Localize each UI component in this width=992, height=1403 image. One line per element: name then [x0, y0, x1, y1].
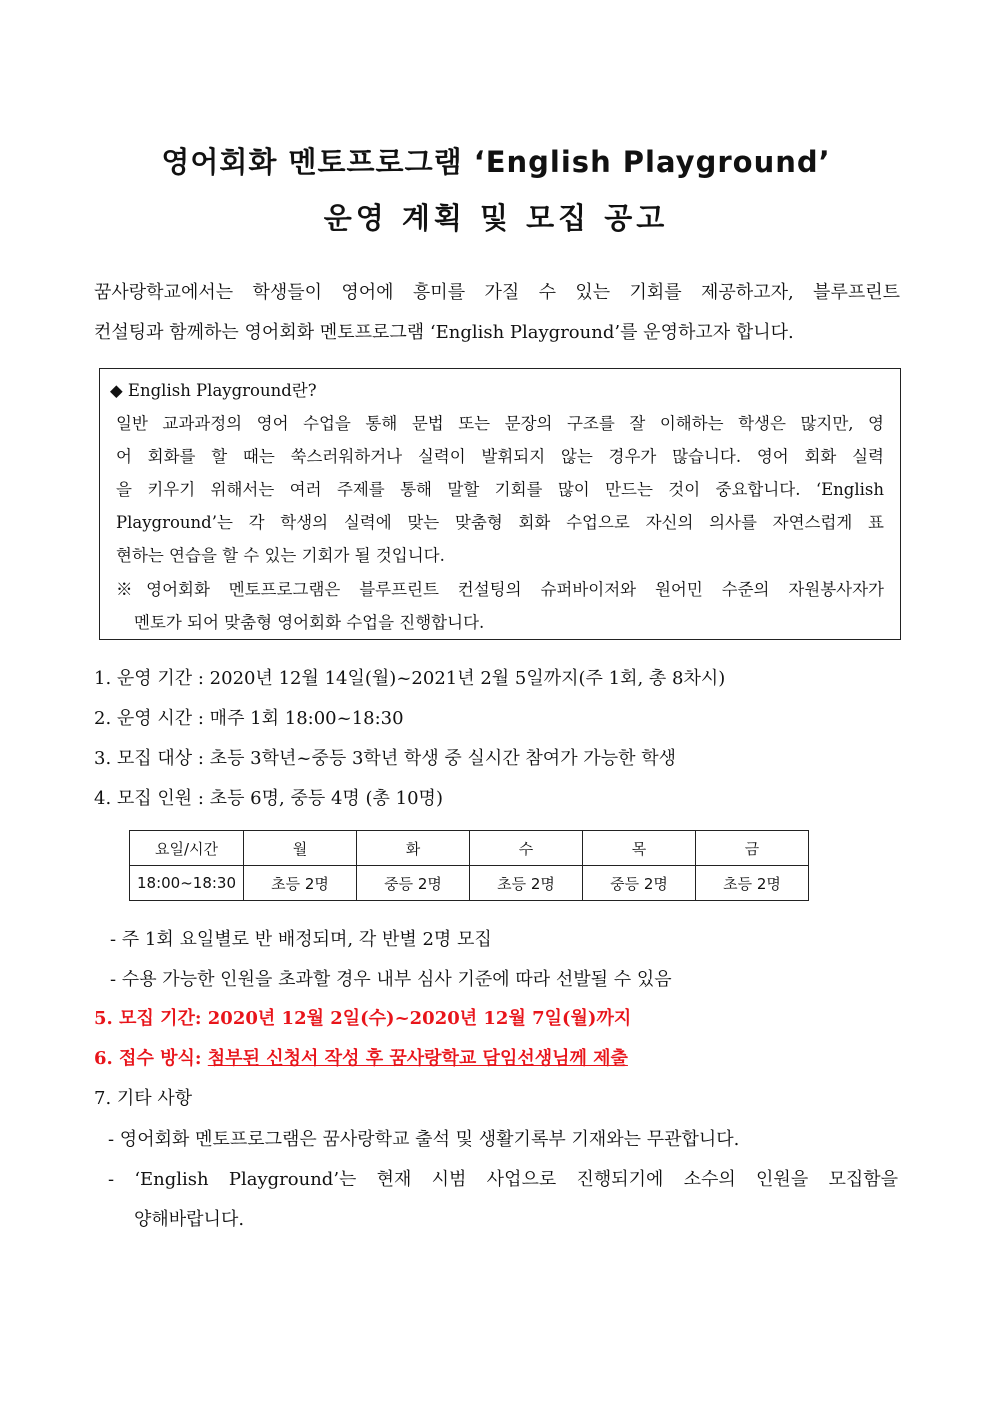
- item-target: 3. 모집 대상 : 초등 3학년~중등 3학년 학생 중 실시간 참여가 가능한 학생: [94, 748, 676, 769]
- intro-paragraph: [94, 273, 900, 353]
- etc-note-2-line2: 양해바랍니다.: [134, 1209, 245, 1230]
- table-cell: 월: [244, 831, 357, 866]
- item-count: 4. 모집 인원 : 초등 6명, 중등 4명 (총 10명): [94, 788, 443, 809]
- table-cell: 요일/시간: [130, 831, 244, 866]
- item-etc: 7. 기타 사항: [94, 1088, 193, 1109]
- table-cell: 목: [583, 831, 696, 866]
- info-box-heading: ◆ English Playground란?: [110, 381, 317, 400]
- info-box-line: 일반 교과과정의 영어 수업을 통해 문법 또는 문장의 구조를 잘 이해하는 학생은 많지만, 영: [116, 414, 884, 433]
- table-cell: 수: [470, 831, 583, 866]
- info-box-body: [116, 407, 884, 572]
- item-time: 2. 운영 시간 : 매주 1회 18:00~18:30: [94, 708, 404, 729]
- table-cell: 18:00~18:30: [130, 866, 244, 901]
- info-box-note-line2: 멘토가 되어 맞춤형 영어회화 수업을 진행합니다.: [134, 613, 485, 632]
- schedule-header-row: [130, 831, 809, 866]
- etc-note-2-line1: - ‘English Playground’는 현재 시범 사업으로 진행되기에 소수의 인원을 모집함을: [108, 1169, 898, 1190]
- etc-note-1: - 영어회화 멘토프로그램은 꿈사랑학교 출석 및 생활기록부 기재와는 무관합니다.: [108, 1129, 740, 1150]
- table-cell: 금: [696, 831, 809, 866]
- info-box-line: Playground’는 각 학생의 실력에 맞는 맞춤형 회화 수업으로 자신의 의사를 자연스럽게 표: [116, 513, 884, 532]
- item-method-label: 6. 접수 방식:: [94, 1048, 208, 1069]
- table-cell: 초등 2명: [244, 866, 357, 901]
- info-box-line: 을 키우기 위해서는 여러 주제를 통해 말할 기회를 많이 만드는 것이 중요합니다. ‘English: [116, 480, 884, 499]
- item-method: [94, 1044, 628, 1070]
- note-selection: - 수용 가능한 인원을 초과할 경우 내부 심사 기준에 따라 선발될 수 있음: [110, 969, 672, 990]
- document-title-line2: 운영 계획 및 모집 공고: [323, 201, 669, 235]
- table-cell: 초등 2명: [470, 866, 583, 901]
- item-method-value: 첨부된 신청서 작성 후 꿈사랑학교 담임선생님께 제출: [207, 1048, 628, 1069]
- table-cell: 초등 2명: [696, 866, 809, 901]
- schedule-data-row: [130, 866, 809, 901]
- table-cell: 화: [357, 831, 470, 866]
- info-box-line: 어 회화를 할 때는 쑥스러워하거나 실력이 발휘되지 않는 경우가 많습니다. 영어 회화 실력: [116, 447, 884, 466]
- document-title-line1: 영어회화 멘토프로그램 ‘English Playground’: [161, 145, 831, 179]
- info-box-note: [116, 573, 884, 639]
- item-recruit-period: 5. 모집 기간: 2020년 12월 2일(수)~2020년 12월 7일(월)까지: [94, 1008, 632, 1029]
- intro-line-2: 컨설팅과 함께하는 영어회화 멘토프로그램 ‘English Playground’를 운영하고자 합니다.: [94, 322, 794, 343]
- table-cell: 중등 2명: [357, 866, 470, 901]
- table-cell: 중등 2명: [583, 866, 696, 901]
- etc-note-2: [108, 1165, 898, 1191]
- info-box: [99, 368, 901, 640]
- info-box-note-line1: ※영어회화 멘토프로그램은 블루프린트 컨설팅의 슈퍼바이저와 원어민 수준의 자원봉사자가: [116, 580, 884, 599]
- note-class-assignment: - 주 1회 요일별로 반 배정되며, 각 반별 2명 모집: [110, 929, 492, 950]
- schedule-table: [129, 830, 809, 901]
- info-box-line: 현하는 연습을 할 수 있는 기회가 될 것입니다.: [116, 546, 445, 565]
- intro-line-1: 꿈사랑학교에서는 학생들이 영어에 흥미를 가질 수 있는 기회를 제공하고자, 블루프린트: [94, 282, 900, 303]
- item-period: 1. 운영 기간 : 2020년 12월 14일(월)~2021년 2월 5일까지(주 1회, 총 8차시): [94, 668, 726, 689]
